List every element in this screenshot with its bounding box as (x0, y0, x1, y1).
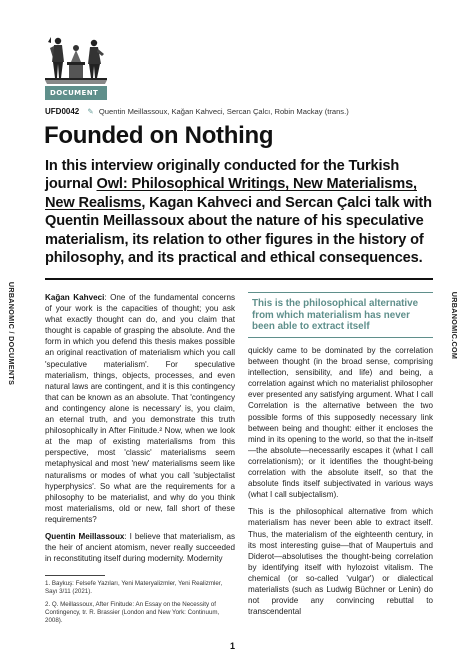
paragraph-text: : One of the fundamental concerns of your work is the capacities of thought; you ask what exactly thought can do, and you claim that thought is capable of grasping the absolute. And the form in which you defend this thesis makes possible an original reactivation of materialism which you call 'speculative materialism'. For speculative materialism, things, objects, processes, and even natural laws are contingent, and it is this contingency that can be known as an absolute. That 'contingency and contingency alone is necessary' is, you claim, an eternal truth, and you demonstrate this truth philosophically in After Finitude.² Now, when we look at the map of existing materialisms from this perspective, most 'classic' materialisms seem metaphysical and most 'new' materialisms seem like naturalisms or modes of what you call 'subjectalist hyperphysics'. So what are the requirements for a philosophy to be materialist, and why do you think most materialisms, old or new, fall short of these requirements? (45, 293, 235, 524)
lede-paragraph (45, 157, 433, 267)
footnote-divider (45, 575, 105, 576)
right-column (248, 345, 433, 623)
speaker-name: Kağan Kahveci (45, 293, 105, 302)
body-paragraph: quickly came to be dominated by the correlation between thought (in the broad sense, comprising intellection, sensibility, and life) and being, a correlation against which no materialist philosopher ever presented any satisfying argument. What I call Correlation is the alternative between the two possible forms of this supposedly necessary link between being and thought: either it encloses the mind in its opening to the world, so that the in-itself—the absolute—necessarily escapes it (what I call correlationism); or it identifies the thought-being correlation with the absolute itself, so that the absolute finds itself subjectivated in various ways (what I call subjectalism). (248, 346, 433, 500)
page-title: Founded on Nothing (44, 122, 274, 149)
document-meta (45, 107, 349, 116)
speaker-name: Quentin Meillassoux (45, 531, 125, 541)
footnote: 1. Baykuş: Felsefe Yazıları, Yeni Materyalizmler, Yeni Realizmler, Sayı 3/11 (2021). (45, 580, 223, 596)
answer-paragraph (45, 531, 235, 564)
side-label-left-text: URBANOMIC / DOCUMENTS (7, 281, 17, 385)
page-number: 1 (230, 641, 236, 651)
engraved-figures-logo-icon (45, 34, 107, 84)
authors-line: Quentin Meillassoux, Kağan Kahveci, Sercan Çalcı, Robin Mackay (trans.) (98, 107, 349, 116)
side-label-left (5, 278, 19, 388)
pen-icon: ✎ (87, 107, 94, 116)
section-divider (45, 278, 433, 280)
side-label-right (448, 285, 462, 365)
journal-link[interactable]: Owl: Philosophical Writings, New Materialisms, New Realisms (45, 176, 417, 211)
pull-quote: This is the philosophical alternative from which materialism has never been able to extract itself (248, 292, 433, 338)
lede-intro: In this interview originally conducted for the Turkish journal (45, 158, 400, 193)
footnote: 2. Q. Meillassoux, After Finitude: An Essay on the Necessity of Contingency, tr. R. Brassier (London and New York: Continuum, 2008). (45, 600, 220, 625)
question-paragraph (45, 292, 235, 525)
footnotes (45, 580, 235, 629)
left-column (45, 292, 235, 570)
lede-rest: , Kagan Kahveci and Sercan Çalci talk with Quentin Meillassoux about the nature of his speculative materialism, its relation to other figures in the history of philosophy, and its practical and ethical consequences. (45, 194, 432, 267)
paragraph-text: : I believe that materialism, as the heir of ancient atomism, never really succeeded in reconstituting itself during modernity. Modernity (45, 531, 235, 564)
side-label-right-text: URBANOMIC.COM (450, 291, 460, 359)
document-tab-label: DOCUMENT (45, 86, 107, 100)
document-code: UFD0042 (45, 107, 80, 116)
body-paragraph: This is the philosophical alternative from which materialism has never been able to extract itself. Thus, the materialism of the eighteenth century, in its most interesting guise—that of Maupertuis and Diderot—absolutises the thought-being correlation by identifying itself with hylozoist vitalism. The chemical (or so-called 'vulgar') or dialectical materialists (such as Ludwig Büchner or Lenin) do not provide any convincing rebuttal to transcendental (248, 507, 433, 617)
